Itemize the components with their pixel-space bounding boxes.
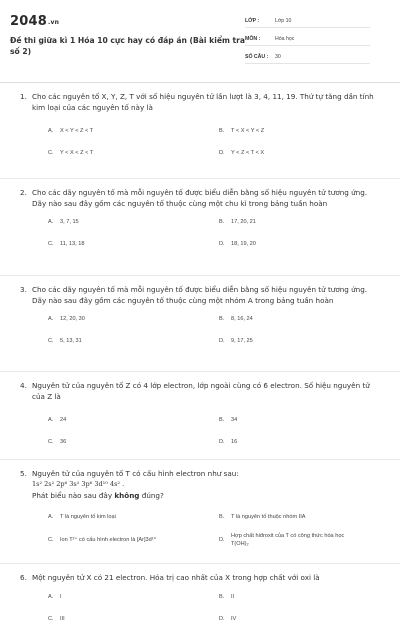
question-text: Cho các dãy nguyên tố mà mỗi nguyên tố được biểu diễn bằng số hiệu nguyên tử tương ứng. Dãy nào sau đây gồm các nguyên tố thuộc cùng một nhóm A trong bảng tuần hoàn <box>32 285 368 305</box>
question-prompt <box>10 490 390 501</box>
options-grid <box>10 409 390 453</box>
option-a[interactable] <box>48 211 219 233</box>
option-b[interactable] <box>219 120 390 142</box>
meta-value: Hóa học <box>275 35 295 42</box>
prompt-pre: Phát biểu nào sau đây <box>32 491 115 500</box>
option-value: T là nguyên tố thuộc nhóm IIA <box>231 514 306 520</box>
logo-text: 2048 <box>10 14 47 29</box>
question-number: 5. <box>20 469 27 478</box>
question-text: Nguyên tử của nguyên tố T có cấu hình electron như sau: <box>32 469 239 478</box>
option-c[interactable] <box>48 608 219 630</box>
question-text: Cho các nguyên tố X, Y, Z, T với số hiệu nguyên tử lần lượt là 3, 4, 11, 19. Thứ tự tăng dần tính kim loại của các nguyên tố này là <box>32 92 374 112</box>
option-value: 18, 19, 20 <box>231 241 256 247</box>
option-value: I <box>60 594 62 600</box>
option-value: 36 <box>60 439 67 445</box>
question-number: 4. <box>20 381 27 390</box>
option-b[interactable] <box>219 586 390 608</box>
option-a[interactable] <box>48 586 219 608</box>
option-d[interactable] <box>219 608 390 630</box>
question-2 <box>0 179 400 276</box>
option-label: B. <box>219 417 225 423</box>
options-grid <box>10 506 390 552</box>
option-value: 12, 20, 30 <box>60 316 85 322</box>
option-label: D. <box>219 338 225 344</box>
question-text: Nguyên tử của nguyên tố Z có 4 lớp electron, lớp ngoài cùng có 6 electron. Số hiệu nguyên tử của Z là <box>32 381 370 401</box>
meta-value: 30 <box>275 53 281 60</box>
question-6 <box>0 564 400 630</box>
question-5 <box>0 460 400 564</box>
options-grid <box>10 308 390 352</box>
option-value: 9, 17, 25 <box>231 338 253 344</box>
option-c[interactable] <box>48 233 219 255</box>
option-label: D. <box>219 241 225 247</box>
option-label: A. <box>48 128 54 134</box>
meta-key: SỐ CÂU : <box>245 53 269 60</box>
option-label: A. <box>48 417 54 423</box>
options-grid <box>10 211 390 255</box>
option-value: III <box>60 616 65 622</box>
question-number: 1. <box>20 92 27 101</box>
question-text-block <box>10 468 390 479</box>
option-label: B. <box>219 514 225 520</box>
option-value: II <box>231 594 235 600</box>
prompt-post: đúng? <box>139 491 164 500</box>
option-b[interactable] <box>219 409 390 431</box>
option-label: C. <box>48 338 54 344</box>
option-value: T < X < Y < Z <box>231 128 265 134</box>
question-1 <box>0 83 400 179</box>
question-text-block <box>10 187 390 209</box>
option-value: Ion T²⁺ có cấu hình electron là [Ar]3d¹⁰ <box>60 537 156 543</box>
option-c[interactable] <box>48 142 219 164</box>
option-value: Hợp chất hiđroxit của T có công thức hóa học T(OH)₂ <box>231 533 345 547</box>
logo-tld: .vn <box>47 19 60 26</box>
option-a[interactable] <box>48 308 219 330</box>
prompt-emphasis: không <box>114 491 140 500</box>
option-label: C. <box>48 150 54 156</box>
question-number: 2. <box>20 188 27 197</box>
question-3 <box>0 276 400 372</box>
option-value: 34 <box>231 417 238 423</box>
option-c[interactable] <box>48 528 219 552</box>
exam-title: Đề thi giữa kì 1 Hóa 10 cực hay có đáp án (Bài kiểm tra số 2) <box>10 36 246 56</box>
option-d[interactable] <box>219 431 390 453</box>
question-number: 6. <box>20 573 27 582</box>
option-label: C. <box>48 616 54 622</box>
option-label: C. <box>48 537 54 543</box>
page-header <box>10 0 390 82</box>
question-text: Cho các dãy nguyên tố mà mỗi nguyên tố được biểu diễn bằng số hiệu nguyên tử tương ứng. Dãy nào sau đây gồm các nguyên tố thuộc cùng một chu kì trong bảng tuần hoàn <box>32 188 368 208</box>
option-value: T là nguyên tố kim loại <box>60 514 116 520</box>
exam-meta <box>245 14 370 68</box>
option-value: Y < Z < T < X <box>231 150 265 156</box>
option-b[interactable] <box>219 211 390 233</box>
option-value: 17, 20, 21 <box>231 219 256 225</box>
option-value: X < Y < Z < T <box>60 128 94 134</box>
question-4 <box>0 372 400 460</box>
option-value: 5, 13, 31 <box>60 338 82 344</box>
option-label: B. <box>219 316 225 322</box>
option-a[interactable] <box>48 409 219 431</box>
option-label: B. <box>219 128 225 134</box>
option-label: D. <box>219 537 225 543</box>
meta-row-class <box>245 14 370 28</box>
option-a[interactable] <box>48 120 219 142</box>
meta-value: Lớp 10 <box>275 17 292 24</box>
option-d[interactable] <box>219 330 390 352</box>
meta-row-subject <box>245 32 370 46</box>
option-a[interactable] <box>48 506 219 528</box>
option-label: C. <box>48 241 54 247</box>
option-label: D. <box>219 439 225 445</box>
option-label: B. <box>219 219 225 225</box>
option-label: A. <box>48 514 54 520</box>
option-label: C. <box>48 439 54 445</box>
option-c[interactable] <box>48 330 219 352</box>
question-text: Một nguyên tử X có 21 electron. Hóa trị cao nhất của X trong hợp chất với oxi là <box>32 573 320 582</box>
question-text-block <box>10 572 390 583</box>
option-c[interactable] <box>48 431 219 453</box>
option-label: D. <box>219 616 225 622</box>
option-d[interactable] <box>219 528 390 552</box>
meta-row-count <box>245 50 370 64</box>
option-b[interactable] <box>219 308 390 330</box>
option-label: A. <box>48 219 54 225</box>
options-grid <box>10 120 390 164</box>
option-value: 11, 13, 18 <box>60 241 85 247</box>
option-value: 8, 16, 24 <box>231 316 253 322</box>
option-label: A. <box>48 316 54 322</box>
options-grid <box>10 586 390 630</box>
electron-configuration: 1s² 2s² 2p⁶ 3s² 3p⁶ 3d¹⁰ 4s² . <box>32 480 125 488</box>
option-d[interactable] <box>219 142 390 164</box>
option-label: B. <box>219 594 225 600</box>
option-b[interactable] <box>219 506 390 528</box>
option-label: D. <box>219 150 225 156</box>
meta-key: LỚP : <box>245 17 260 24</box>
option-label: A. <box>48 594 54 600</box>
option-value: 3, 7, 15 <box>60 219 79 225</box>
option-value: 24 <box>60 417 67 423</box>
question-text-block <box>10 380 390 402</box>
question-text-block <box>10 91 390 113</box>
option-d[interactable] <box>219 233 390 255</box>
option-value: Y < X < Z < T <box>60 150 94 156</box>
option-value: 16 <box>231 439 238 445</box>
meta-key: MÔN : <box>245 35 261 42</box>
question-text-block <box>10 284 390 306</box>
option-value: IV <box>231 616 237 622</box>
question-number: 3. <box>20 285 27 294</box>
